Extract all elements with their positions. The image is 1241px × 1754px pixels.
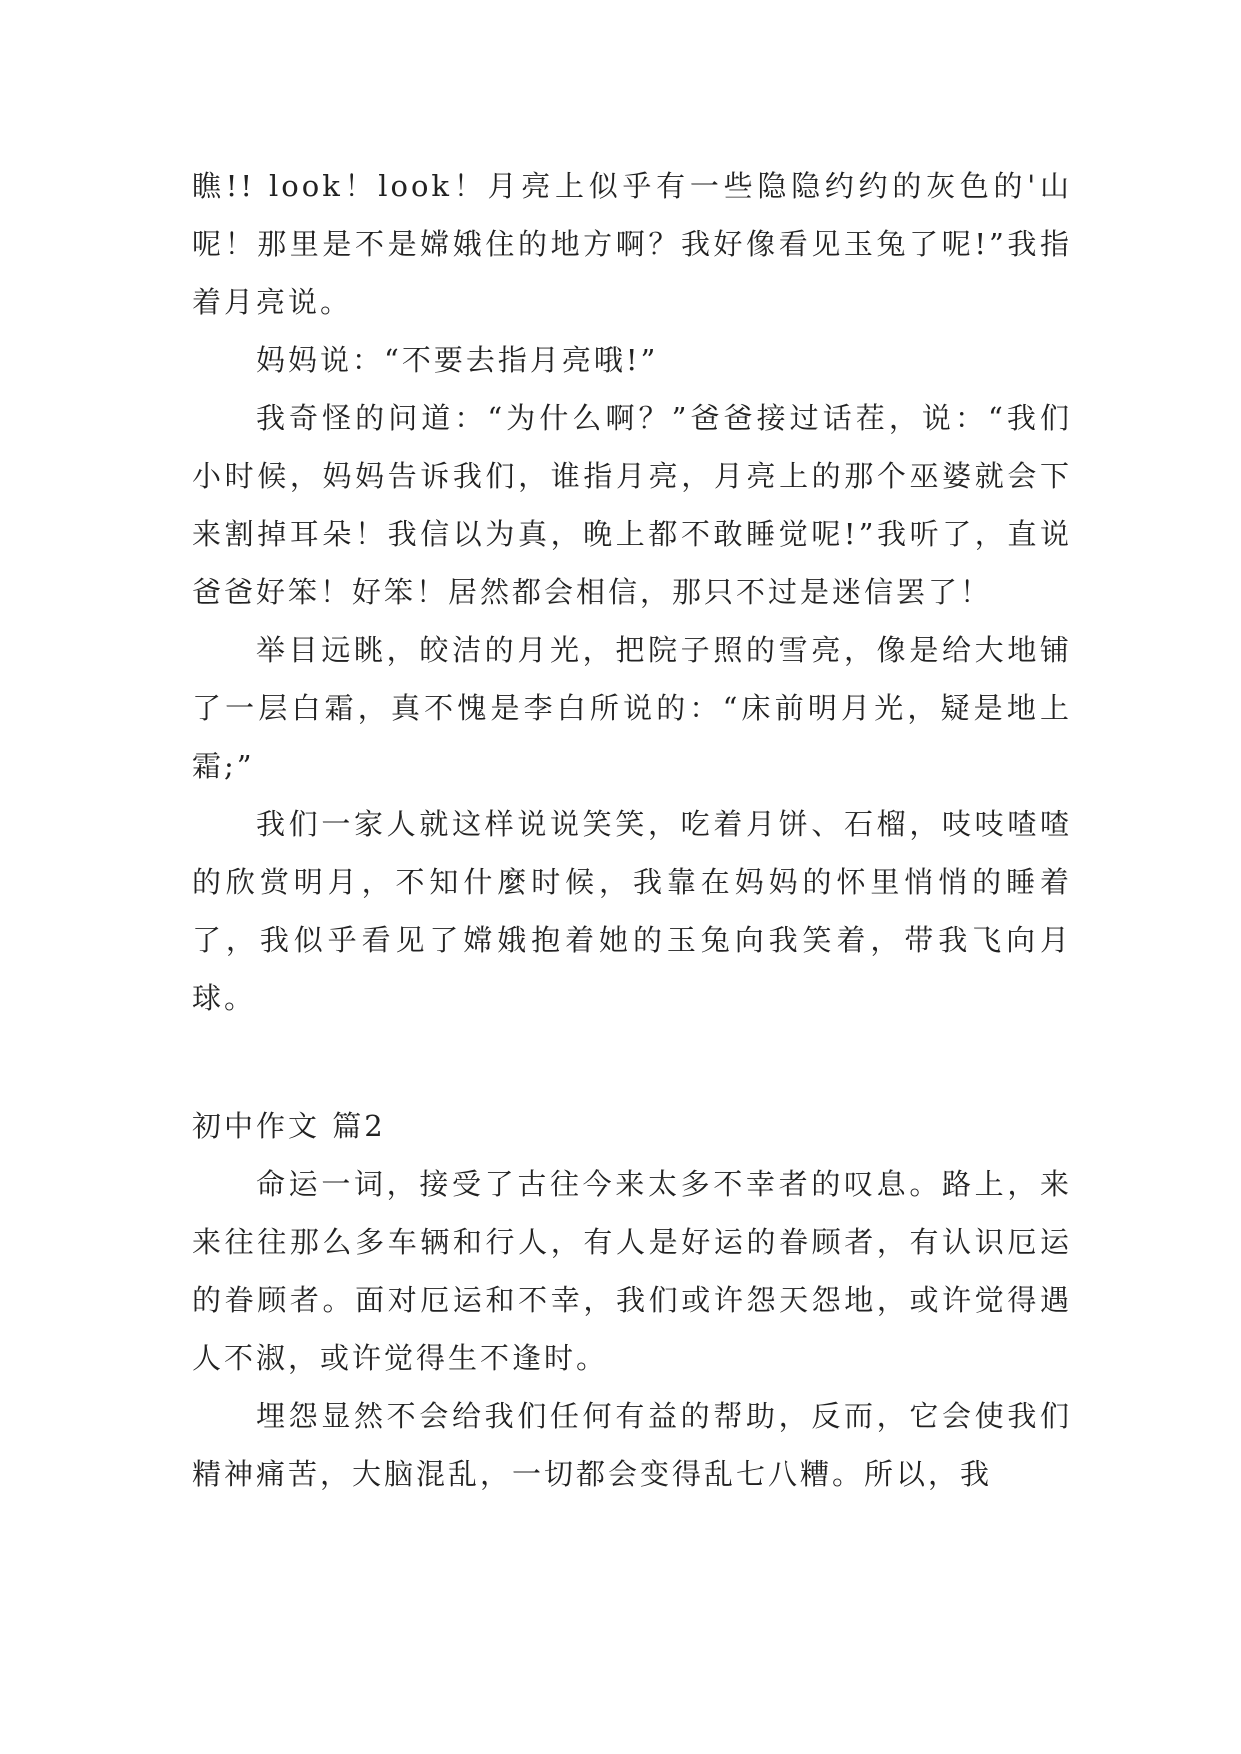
paragraph: 我们一家人就这样说说笑笑，吃着月饼、石榴，吱吱喳喳的欣赏明月，不知什麼时候，我靠在妈妈的怀里悄悄的睡着了，我似乎看见了嫦娥抱着她的玉兔向我笑着，带我飞向月球。: [192, 807, 1072, 1015]
section-heading: 初中作文 篇2: [192, 1109, 386, 1143]
essay-body: [192, 157, 1072, 1503]
paragraph: 妈妈说：“不要去指月亮哦!”: [256, 343, 659, 377]
paragraph: 命运一词，接受了古往今来太多不幸者的叹息。路上，来来往往那么多车辆和行人，有人是好运的眷顾者，有认识厄运的眷顾者。面对厄运和不幸，我们或许怨天怨地，或许觉得遇人不淑，或许觉得生不逢时。: [192, 1167, 1072, 1375]
paragraph: 埋怨显然不会给我们任何有益的帮助，反而，它会使我们精神痛苦，大脑混乱，一切都会变得乱七八糟。所以，我: [192, 1399, 1072, 1491]
paragraph: 举目远眺，皎洁的月光，把院子照的雪亮，像是给大地铺了一层白霜，真不愧是李白所说的：“床前明月光，疑是地上霜;”: [192, 633, 1072, 783]
paragraph: 我奇怪的问道：“为什么啊？”爸爸接过话茬，说：“我们小时候，妈妈告诉我们，谁指月亮，月亮上的那个巫婆就会下来割掉耳朵！我信以为真，晚上都不敢睡觉呢!”我听了，直说爸爸好笨！好笨！居然都会相信，那只不过是迷信罢了！: [192, 401, 1072, 609]
paragraph: 瞧!! look！look！月亮上似乎有一些隐隐约约的灰色的'山呢！那里是不是嫦娥住的地方啊？我好像看见玉兔了呢!”我指着月亮说。: [192, 169, 1072, 319]
